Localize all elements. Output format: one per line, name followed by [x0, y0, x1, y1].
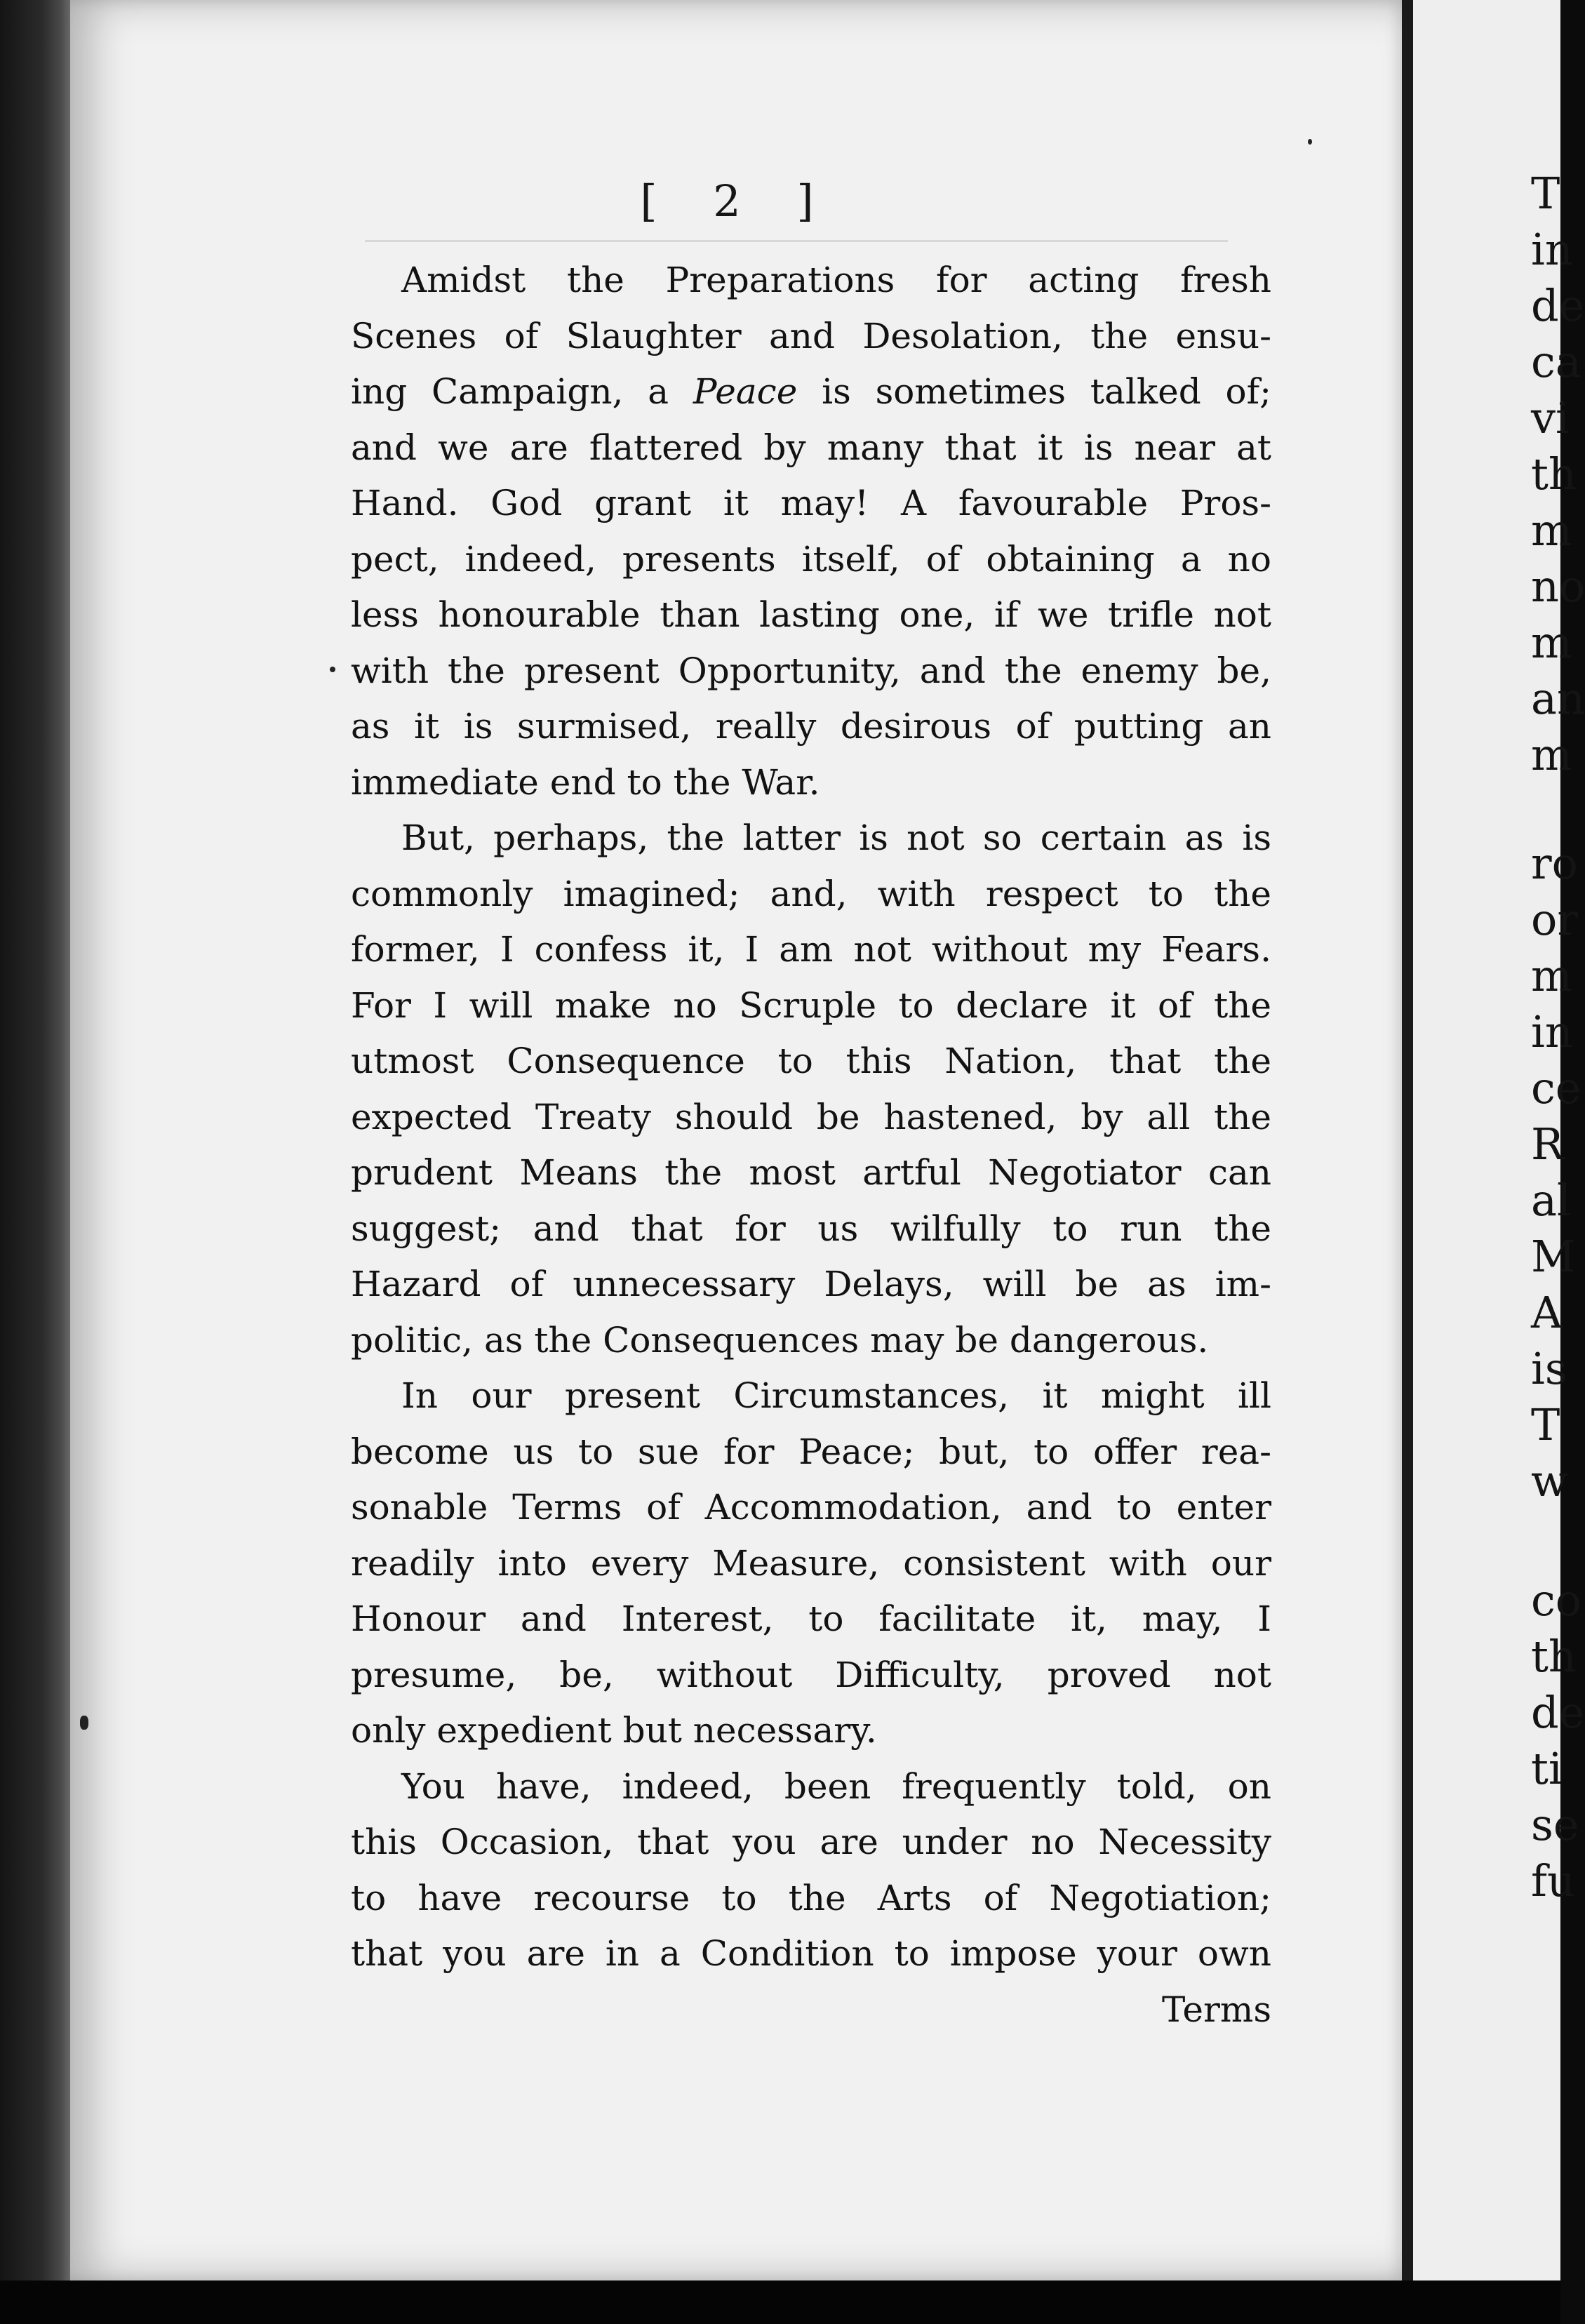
text-line: Amidst the Preparations for acting fresh [401, 260, 1271, 300]
text-line: pect, indeed, presents itself, of obtaining a no [351, 538, 1271, 580]
text-line: expected Treaty should be hastened, by all the [351, 1096, 1271, 1137]
text-run: is sometimes talked of; [797, 371, 1271, 412]
facing-page-text-fragment: m [1531, 617, 1572, 668]
text-line: to have recourse to the Arts of Negotiation; [351, 1877, 1271, 1918]
facing-page-text-fragment: m [1531, 950, 1572, 1001]
text-line: Hazard of unnecessary Delays, will be as im- [351, 1264, 1271, 1304]
facing-page-text-fragment: A [1531, 1287, 1563, 1338]
ink-speck [1308, 139, 1312, 145]
facing-page-text-fragment: no [1531, 561, 1585, 612]
facing-page-text-fragment: fu [1531, 1855, 1575, 1906]
facing-page-text-fragment: in [1531, 224, 1573, 275]
text-line: Hand. God grant it may! A favourable Pros- [351, 483, 1271, 523]
facing-page-text-fragment: ce [1531, 1062, 1581, 1114]
ink-speck [80, 1716, 88, 1730]
text-line: But, perhaps, the latter is not so certain as is [401, 817, 1271, 858]
facing-page-text-fragment: in [1531, 1006, 1573, 1057]
facing-page-text-fragment: T [1531, 1399, 1560, 1450]
text-line: Honour and Interest, to facilitate it, may, I [351, 1598, 1271, 1639]
text-line: less honourable than lasting one, if we trifle not [351, 594, 1271, 635]
text-line: For I will make no Scruple to declare it of the [351, 984, 1271, 1026]
facing-page-text-fragment: w [1531, 1455, 1569, 1507]
text-line: sonable Terms of Accommodation, and to enter [351, 1487, 1271, 1528]
page-body-text [351, 253, 1271, 2038]
facing-page-text-fragment: is [1531, 1343, 1567, 1394]
text-line: become us to sue for Peace; but, to offer rea- [351, 1431, 1271, 1472]
text-line: readily into every Measure, consistent with our [351, 1542, 1271, 1584]
text-line: You have, indeed, been frequently told, on [401, 1765, 1271, 1807]
text-run: ing Campaign, a [351, 371, 693, 412]
text-line: politic, as the Consequences may be dangerous. [351, 1319, 1209, 1361]
text-line: Scenes of Slaughter and Desolation, the ensu- [351, 315, 1271, 356]
text-line: In our present Circumstances, it might ill [401, 1375, 1271, 1416]
scan-bottom-edge [0, 2280, 1560, 2324]
text-line: suggest; and that for us wilfully to run the [351, 1208, 1271, 1249]
text-line: utmost Consequence to this Nation, that the [351, 1041, 1271, 1081]
facing-page-text-fragment: de [1531, 280, 1585, 331]
text-line: Terms [1161, 1989, 1271, 2030]
text-line: only expedient but necessary. [351, 1710, 877, 1751]
facing-page-text-fragment: th [1531, 448, 1577, 500]
italic-text-run: Peace [693, 371, 798, 412]
facing-page-text-fragment: or [1531, 894, 1578, 945]
text-line [351, 364, 1271, 420]
left-page-edge [0, 0, 76, 2324]
facing-page-text-fragment: de [1531, 1687, 1585, 1738]
facing-page-text-fragment: m [1531, 505, 1572, 556]
text-line: that you are in a Condition to impose your own [351, 1933, 1271, 1974]
facing-page-fragment [1413, 0, 1585, 2280]
text-line: with the present Opportunity, and the enemy be, [351, 650, 1271, 691]
text-line: immediate end to the War. [351, 761, 820, 803]
page-number-header: [ 2 ] [640, 175, 835, 227]
facing-page-text-fragment: al [1531, 1175, 1571, 1226]
facing-page-text-fragment: an [1531, 673, 1585, 724]
book-gutter [1402, 0, 1413, 2288]
facing-page-text-fragment: se [1531, 1799, 1579, 1850]
text-line: prudent Means the most artful Negotiator can [351, 1152, 1271, 1193]
text-line: presume, be, without Difficulty, proved not [351, 1654, 1271, 1695]
text-line: this Occasion, that you are under no Necessity [351, 1822, 1271, 1862]
facing-page-text-fragment: vi [1531, 392, 1570, 443]
facing-page-text-fragment: th [1531, 1631, 1577, 1682]
header-rule [365, 240, 1228, 242]
facing-page-text-fragment: ca [1531, 336, 1581, 387]
facing-page-text-fragment: m [1531, 729, 1572, 780]
facing-page-text-fragment: co [1531, 1575, 1582, 1626]
facing-page-text-fragment: ti [1531, 1743, 1563, 1794]
text-line: commonly imagined; and, with respect to the [351, 873, 1271, 914]
facing-page-text-fragment: R [1531, 1118, 1564, 1170]
text-line: and we are flattered by many that it is near at [351, 427, 1271, 468]
facing-page-text-fragment: ro [1531, 838, 1578, 889]
ink-speck [330, 667, 335, 672]
facing-page-text-fragment: M [1531, 1231, 1576, 1282]
facing-page-text-fragment: T [1531, 168, 1560, 219]
text-line: as it is surmised, really desirous of putting an [351, 706, 1271, 747]
text-line: former, I confess it, I am not without my Fears. [351, 929, 1271, 970]
